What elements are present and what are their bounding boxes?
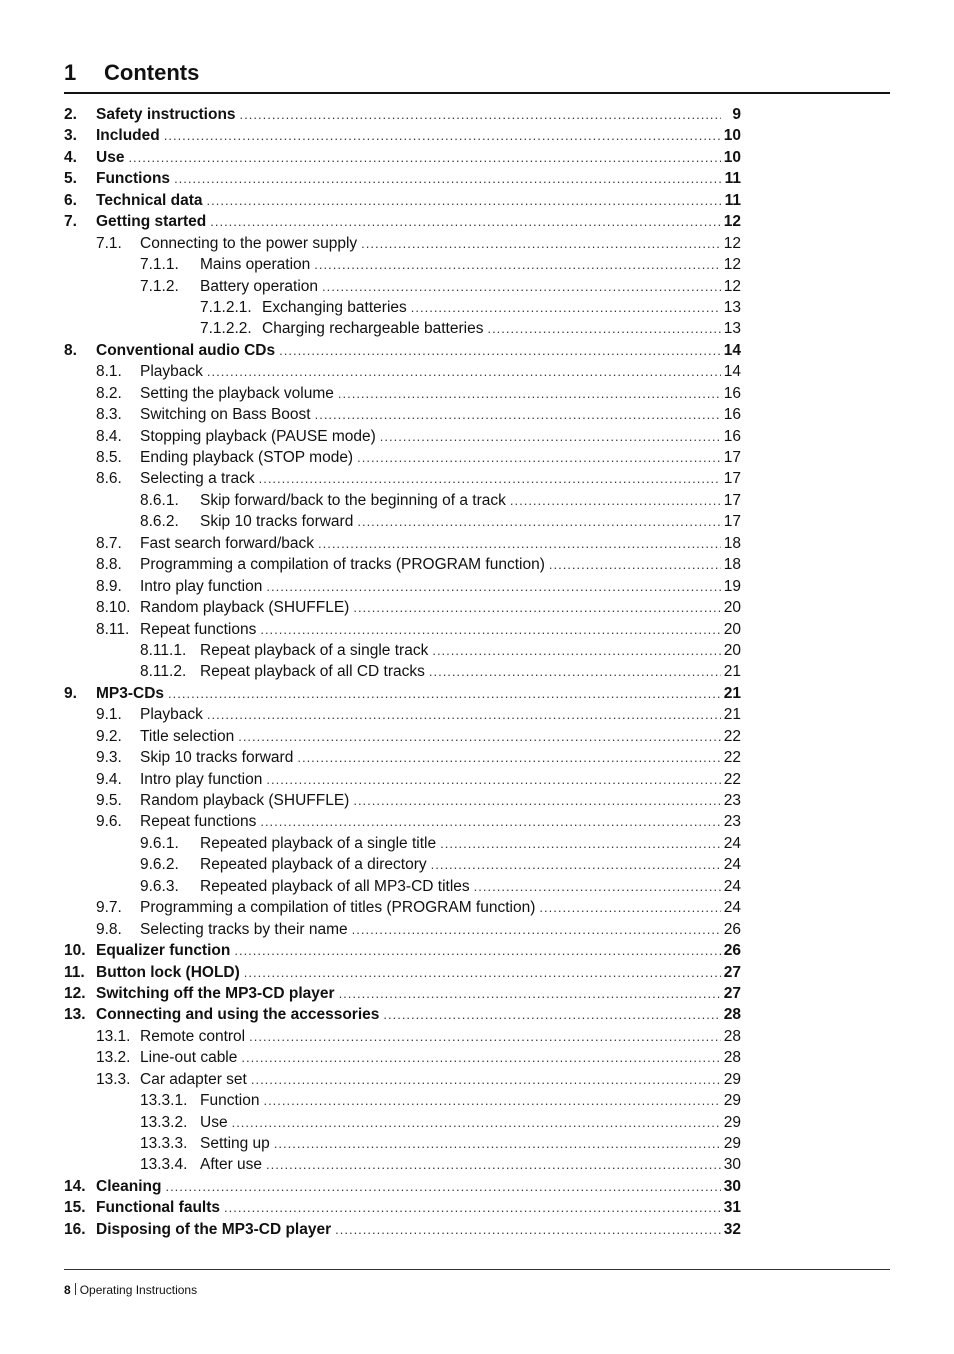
dot-leader <box>539 897 721 918</box>
toc-entry-number: 9.6.3. <box>140 877 179 895</box>
toc-entry-page: 28 <box>723 1027 741 1045</box>
toc-entry[interactable] <box>64 104 741 125</box>
toc-entry-page: 22 <box>723 770 741 788</box>
heading-title: Contents <box>104 60 200 85</box>
toc-entry[interactable] <box>64 919 741 940</box>
toc-entry[interactable] <box>64 168 741 189</box>
toc-entry-number: 10. <box>64 942 86 960</box>
toc-entry-title: Functional faults <box>96 1199 220 1217</box>
dot-leader <box>266 576 721 597</box>
toc-entry-page: 13 <box>723 320 741 338</box>
toc-entry-title: Use <box>96 148 125 166</box>
toc-entry-number: 8.5. <box>96 449 122 466</box>
toc-entry-number: 8.8. <box>96 556 122 574</box>
toc-entry-title: Charging rechargeable batteries <box>262 320 484 338</box>
toc-entry[interactable] <box>64 383 741 404</box>
dot-leader <box>322 276 721 297</box>
toc-entry-number: 13.3. <box>96 1070 131 1088</box>
toc-entry[interactable] <box>64 619 741 640</box>
toc-entry-number: 8.11.1. <box>140 641 187 659</box>
toc-entry-page: 20 <box>723 641 741 659</box>
footer-page-number: 8 <box>64 1283 71 1297</box>
toc-entry-number: 9.1. <box>96 706 122 724</box>
dot-leader <box>440 833 721 854</box>
dot-leader <box>314 254 721 275</box>
dot-leader <box>487 318 721 339</box>
toc-entry[interactable] <box>64 1069 741 1090</box>
toc-entry-number: 7.1.2. <box>140 277 179 295</box>
toc-entry-number: 13.3.1. <box>140 1092 188 1110</box>
toc-entry-number: 8.6.1. <box>140 491 179 509</box>
toc-entry-title: Repeated playback of all MP3-CD titles <box>200 877 470 895</box>
toc-entry-page: 29 <box>723 1092 741 1110</box>
heading-number: 1 <box>64 60 77 85</box>
toc-entry-page: 10 <box>723 127 741 145</box>
toc-entry-title: Repeat functions <box>140 620 257 638</box>
toc-entry[interactable] <box>64 876 741 897</box>
toc-entry-number: 7. <box>64 213 77 231</box>
toc-entry-number: 13.3.4. <box>140 1156 188 1174</box>
toc-entry[interactable] <box>64 254 741 275</box>
toc-entry-number: 15. <box>64 1199 86 1217</box>
dot-leader <box>260 619 721 640</box>
dot-leader <box>380 426 721 447</box>
dot-leader <box>240 104 721 125</box>
toc-entry-page: 29 <box>723 1113 741 1131</box>
toc-entry-page: 24 <box>723 899 741 917</box>
toc-entry-number: 7.1.2.1. <box>200 298 252 316</box>
toc-entry[interactable] <box>64 511 741 532</box>
page-title <box>64 58 890 94</box>
toc-entry-number: 8.11.2. <box>140 663 187 681</box>
toc-entry-number: 7.1. <box>96 234 122 252</box>
toc-entry-number: 8.6.2. <box>140 513 179 531</box>
toc-entry-page: 21 <box>723 706 741 724</box>
toc-entry-page: 24 <box>723 877 741 895</box>
toc-entry[interactable] <box>64 233 741 254</box>
dot-leader <box>128 147 721 168</box>
toc-entry[interactable] <box>64 276 741 297</box>
toc-entry-number: 8.4. <box>96 427 122 445</box>
toc-entry-title: Intro play function <box>140 577 263 595</box>
toc-entry[interactable] <box>64 468 741 489</box>
dot-leader <box>339 983 721 1004</box>
toc-entry-page: 16 <box>723 406 741 424</box>
toc-entry-title: Connecting and using the accessories <box>96 1006 380 1024</box>
dot-leader <box>274 1133 721 1154</box>
toc-entry-title: Repeat playback of a single track <box>200 641 429 659</box>
dot-leader <box>357 447 721 468</box>
dot-leader <box>431 854 721 875</box>
toc-entry-number: 5. <box>64 170 77 188</box>
dot-leader <box>234 940 721 961</box>
toc-entry-title: Setting the playback volume <box>140 384 334 402</box>
toc-entry-page: 26 <box>723 942 741 960</box>
toc-entry-title: Disposing of the MP3-CD player <box>96 1220 332 1238</box>
toc-entry-title: Button lock (HOLD) <box>96 963 240 981</box>
dot-leader <box>432 640 721 661</box>
toc-entry-number: 8. <box>64 341 77 359</box>
toc-entry-title: Conventional audio CDs <box>96 341 276 359</box>
toc-entry-title: Setting up <box>200 1135 270 1152</box>
toc-entry-page: 20 <box>723 599 741 617</box>
toc-entry-number: 11. <box>64 963 85 981</box>
dot-leader <box>297 747 721 768</box>
toc-entry-page: 29 <box>723 1135 741 1152</box>
toc-entry[interactable] <box>64 790 741 811</box>
toc-entry[interactable] <box>64 340 741 361</box>
toc-entry-page: 18 <box>723 556 741 574</box>
dot-leader <box>210 211 721 232</box>
toc-entry[interactable] <box>64 811 741 832</box>
toc-entry-title: Technical data <box>96 191 203 209</box>
page-footer <box>64 1282 197 1298</box>
toc-entry-page: 24 <box>723 834 741 852</box>
footer-divider <box>64 1269 890 1270</box>
dot-leader <box>241 1047 721 1068</box>
toc-entry[interactable] <box>64 297 741 318</box>
toc-entry-title: Switching off the MP3-CD player <box>96 984 335 1002</box>
toc-entry-title: Battery operation <box>200 277 319 295</box>
toc-entry[interactable] <box>64 190 741 211</box>
toc-entry[interactable] <box>64 854 741 875</box>
toc-entry-page: 12 <box>723 213 741 231</box>
toc-entry[interactable] <box>64 640 741 661</box>
dot-leader <box>249 1026 721 1047</box>
toc-entry[interactable] <box>64 533 741 554</box>
toc-entry-number: 8.6. <box>96 470 122 488</box>
toc-entry-title: Function <box>200 1092 260 1110</box>
toc-entry-page: 18 <box>723 534 741 552</box>
toc-entry[interactable] <box>64 704 741 725</box>
toc-entry-page: 17 <box>723 491 741 509</box>
dot-leader <box>232 1112 721 1133</box>
toc-entry-number: 8.11. <box>96 620 130 638</box>
toc-entry-page: 17 <box>723 513 741 531</box>
toc-entry-title: Exchanging batteries <box>262 298 407 316</box>
toc-entry-title: Connecting to the power supply <box>140 234 358 252</box>
toc-entry-page: 19 <box>723 577 741 595</box>
toc-entry-number: 4. <box>64 148 77 166</box>
dot-leader <box>361 233 721 254</box>
toc-entry[interactable] <box>64 147 741 168</box>
toc-entry[interactable] <box>64 962 741 983</box>
table-of-contents <box>64 104 741 1240</box>
toc-entry[interactable] <box>64 897 741 918</box>
toc-entry[interactable] <box>64 1219 741 1240</box>
toc-entry-title: Fast search forward/back <box>140 534 315 552</box>
dot-leader <box>335 1219 721 1240</box>
toc-entry-number: 9.8. <box>96 920 122 938</box>
toc-entry-page: 29 <box>723 1070 741 1088</box>
toc-entry-page: 12 <box>723 234 741 252</box>
toc-entry-title: MP3-CDs <box>96 684 165 702</box>
dot-leader <box>224 1197 721 1218</box>
toc-entry-number: 9.4. <box>96 770 122 788</box>
dot-leader <box>260 811 721 832</box>
dot-leader <box>474 876 721 897</box>
toc-entry-page: 12 <box>723 277 741 295</box>
toc-entry-page: 11 <box>724 191 741 209</box>
toc-entry-number: 9.6.2. <box>140 856 179 874</box>
toc-entry[interactable] <box>64 1112 741 1133</box>
toc-entry-number: 9.6. <box>96 813 122 831</box>
toc-entry-title: Selecting tracks by their name <box>140 920 348 938</box>
toc-entry-title: Line-out cable <box>140 1049 238 1067</box>
toc-entry-page: 17 <box>723 470 741 488</box>
toc-entry-number: 7.1.2.2. <box>200 320 252 338</box>
toc-entry[interactable] <box>64 1047 741 1068</box>
dot-leader <box>429 661 721 682</box>
dot-leader <box>207 190 721 211</box>
toc-entry-title: Programming a compilation of tracks (PROGRAM function) <box>140 556 545 574</box>
toc-entry[interactable] <box>64 1154 741 1175</box>
toc-entry-page: 16 <box>723 384 741 402</box>
dot-leader <box>165 1176 721 1197</box>
toc-entry-number: 13.3.3. <box>140 1135 188 1152</box>
toc-entry-page: 17 <box>723 449 741 466</box>
toc-entry[interactable] <box>64 833 741 854</box>
toc-entry[interactable] <box>64 1026 741 1047</box>
dot-leader <box>238 726 721 747</box>
toc-entry-number: 8.3. <box>96 406 122 424</box>
toc-entry-page: 22 <box>723 749 741 767</box>
toc-entry-number: 9.3. <box>96 749 122 767</box>
toc-entry-title: Skip 10 tracks forward <box>200 513 354 531</box>
toc-entry[interactable] <box>64 1090 741 1111</box>
toc-entry-title: Ending playback (STOP mode) <box>140 449 354 466</box>
toc-entry-number: 9. <box>64 684 77 702</box>
toc-entry-number: 2. <box>64 106 77 123</box>
dot-leader <box>338 383 721 404</box>
toc-entry-title: Repeated playback of a directory <box>200 856 427 874</box>
toc-entry[interactable] <box>64 1133 741 1154</box>
dot-leader <box>353 597 721 618</box>
dot-leader <box>510 490 721 511</box>
toc-entry-page: 22 <box>723 727 741 745</box>
toc-entry-page: 9 <box>732 106 741 123</box>
dot-leader <box>168 683 721 704</box>
toc-entry-number: 8.9. <box>96 577 122 595</box>
toc-entry-number: 13. <box>64 1006 86 1024</box>
toc-entry[interactable] <box>64 983 741 1004</box>
toc-entry-number: 12. <box>64 984 86 1002</box>
toc-entry-title: Equalizer function <box>96 942 231 960</box>
toc-entry-page: 27 <box>723 984 741 1002</box>
toc-entry-number: 8.7. <box>96 534 122 552</box>
dot-leader <box>352 919 721 940</box>
dot-leader <box>244 962 721 983</box>
toc-entry-page: 32 <box>723 1220 741 1238</box>
toc-entry-number: 9.5. <box>96 792 122 809</box>
toc-entry-number: 8.10. <box>96 599 131 617</box>
toc-entry[interactable] <box>64 597 741 618</box>
dot-leader <box>207 361 721 382</box>
toc-entry-title: Selecting a track <box>140 470 255 488</box>
toc-entry-page: 27 <box>723 963 741 981</box>
toc-entry-title: Programming a compilation of titles (PROGRAM function) <box>140 899 536 917</box>
dot-leader <box>259 468 721 489</box>
toc-entry-title: Skip 10 tracks forward <box>140 749 294 767</box>
toc-entry[interactable] <box>64 404 741 425</box>
toc-entry[interactable] <box>64 125 741 146</box>
toc-entry-page: 14 <box>723 341 741 359</box>
dot-leader <box>263 1090 721 1111</box>
dot-leader <box>383 1004 721 1025</box>
toc-entry-number: 6. <box>64 191 77 209</box>
dot-leader <box>164 125 721 146</box>
toc-entry[interactable] <box>64 490 741 511</box>
toc-entry-page: 11 <box>724 170 741 188</box>
toc-entry-title: Cleaning <box>96 1177 162 1195</box>
toc-entry[interactable] <box>64 447 741 468</box>
toc-entry-number: 14. <box>64 1177 86 1195</box>
toc-entry-page: 30 <box>723 1177 741 1195</box>
dot-leader <box>318 533 721 554</box>
toc-entry[interactable] <box>64 576 741 597</box>
toc-entry[interactable] <box>64 661 741 682</box>
toc-entry[interactable] <box>64 683 741 704</box>
toc-entry-page: 21 <box>723 663 741 681</box>
toc-entry-number: 8.2. <box>96 384 122 402</box>
toc-entry-page: 14 <box>723 363 741 381</box>
toc-entry[interactable] <box>64 1004 741 1025</box>
toc-entry-number: 13.3.2. <box>140 1113 188 1131</box>
toc-entry-title: Safety instructions <box>96 106 236 123</box>
toc-entry-page: 26 <box>723 920 741 938</box>
dot-leader <box>266 769 721 790</box>
toc-entry-number: 16. <box>64 1220 86 1238</box>
toc-entry-page: 30 <box>723 1156 741 1174</box>
toc-entry-title: Repeat playback of all CD tracks <box>200 663 425 681</box>
dot-leader <box>207 704 721 725</box>
dot-leader <box>315 404 721 425</box>
toc-entry-title: Remote control <box>140 1027 246 1045</box>
dot-leader <box>353 790 721 811</box>
footer-separator <box>75 1283 76 1295</box>
toc-entry-title: Random playback (SHUFFLE) <box>140 792 350 809</box>
toc-entry-page: 21 <box>723 684 741 702</box>
toc-entry[interactable] <box>64 1176 741 1197</box>
dot-leader <box>357 511 721 532</box>
toc-entry-page: 23 <box>723 813 741 831</box>
toc-entry-title: Playback <box>140 363 203 381</box>
toc-entry[interactable] <box>64 361 741 382</box>
toc-entry-page: 31 <box>723 1199 741 1217</box>
toc-entry-page: 24 <box>723 856 741 874</box>
toc-entry-title: Repeat functions <box>140 813 257 831</box>
toc-entry-title: Switching on Bass Boost <box>140 406 311 424</box>
toc-entry-title: Stopping playback (PAUSE mode) <box>140 427 376 445</box>
toc-entry-title: Mains operation <box>200 256 311 274</box>
toc-entry-number: 9.6.1. <box>140 834 179 852</box>
toc-entry-page: 28 <box>723 1006 741 1024</box>
toc-entry-page: 16 <box>723 427 741 445</box>
dot-leader <box>251 1069 721 1090</box>
toc-entry[interactable] <box>64 554 741 575</box>
toc-entry[interactable] <box>64 747 741 768</box>
toc-entry-title: Playback <box>140 706 203 724</box>
toc-entry[interactable] <box>64 211 741 232</box>
toc-entry-page: 23 <box>723 792 741 809</box>
toc-entry-page: 28 <box>723 1049 741 1067</box>
toc-entry[interactable] <box>64 940 741 961</box>
toc-entry-title: Functions <box>96 170 171 188</box>
dot-leader <box>411 297 721 318</box>
toc-entry-title: Skip forward/back to the beginning of a track <box>200 491 506 509</box>
toc-entry-title: Getting started <box>96 213 207 231</box>
toc-entry-page: 10 <box>723 148 741 166</box>
toc-entry-page: 20 <box>723 620 741 638</box>
dot-leader <box>549 554 721 575</box>
toc-entry-title: Car adapter set <box>140 1070 247 1088</box>
toc-entry-title: Intro play function <box>140 770 263 788</box>
toc-entry-title: Random playback (SHUFFLE) <box>140 599 350 617</box>
toc-entry-page: 13 <box>723 298 741 316</box>
toc-entry-page: 12 <box>723 256 741 274</box>
toc-entry[interactable] <box>64 318 741 339</box>
toc-entry-title: Title selection <box>140 727 235 745</box>
dot-leader <box>174 168 721 189</box>
toc-entry-title: After use <box>200 1156 263 1174</box>
toc-entry-number: 13.2. <box>96 1049 131 1067</box>
toc-entry[interactable] <box>64 769 741 790</box>
toc-entry[interactable] <box>64 726 741 747</box>
toc-entry-number: 9.2. <box>96 727 122 745</box>
toc-entry-title: Repeated playback of a single title <box>200 834 437 852</box>
toc-entry-title: Use <box>200 1113 228 1131</box>
dot-leader <box>279 340 721 361</box>
toc-entry-number: 9.7. <box>96 899 122 917</box>
toc-entry-number: 7.1.1. <box>140 256 179 274</box>
toc-entry-number: 8.1. <box>96 363 122 381</box>
toc-entry-title: Included <box>96 127 160 145</box>
toc-entry-number: 13.1. <box>96 1027 131 1045</box>
toc-entry[interactable] <box>64 426 741 447</box>
toc-entry[interactable] <box>64 1197 741 1218</box>
toc-entry-number: 3. <box>64 127 77 145</box>
footer-label: Operating Instructions <box>79 1283 198 1297</box>
dot-leader <box>266 1154 721 1175</box>
